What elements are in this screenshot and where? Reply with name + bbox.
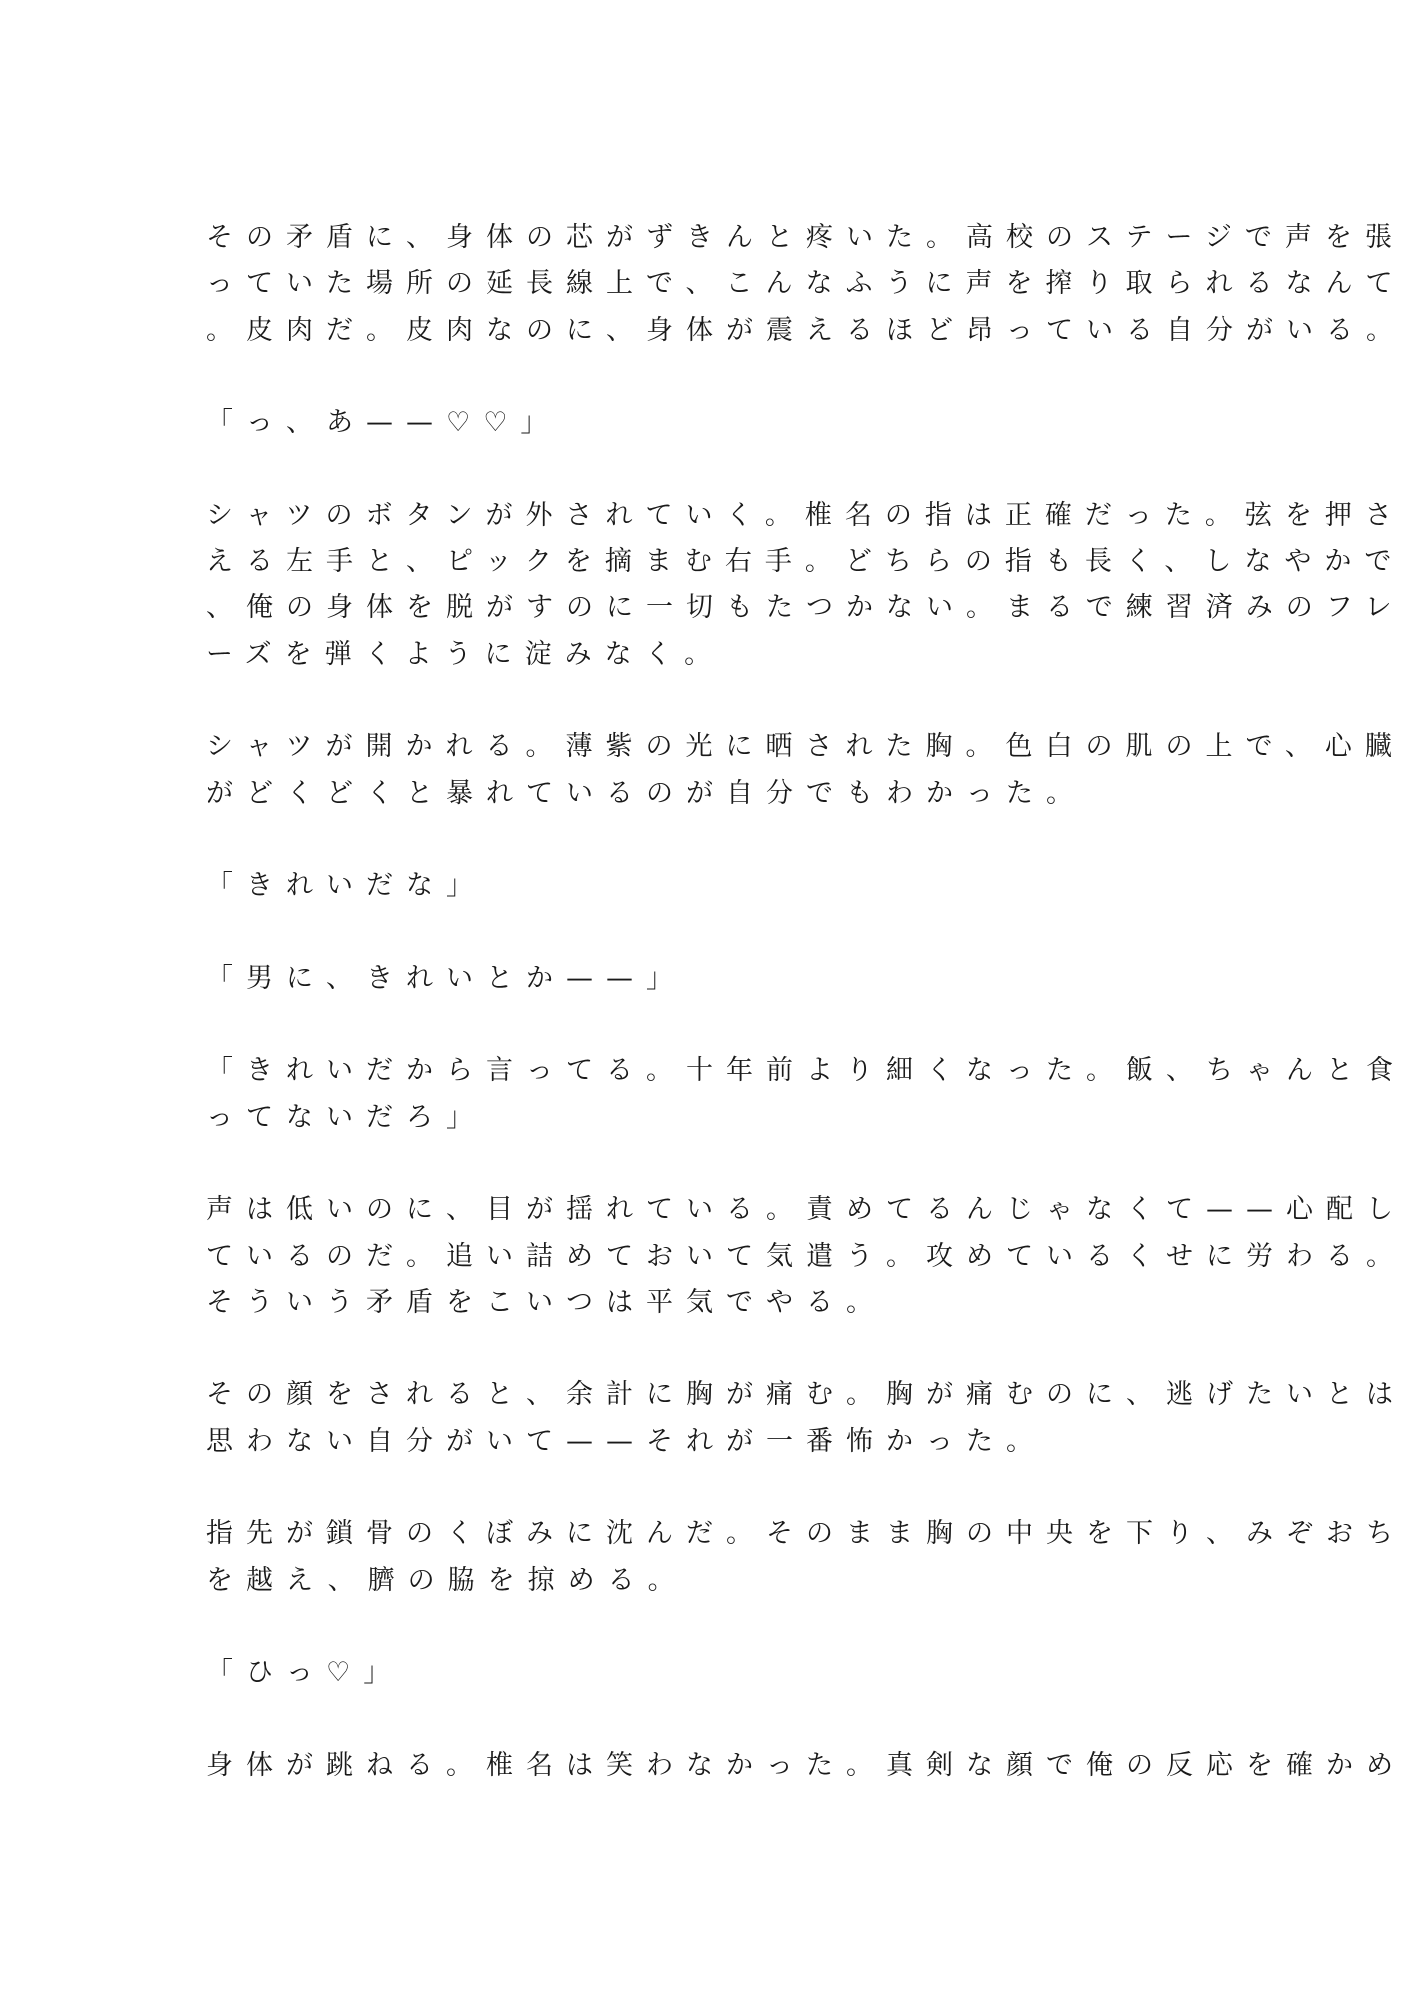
text-line: ているのだ。追い詰めておいて気遣う。攻めているくせに労わる。: [206, 1240, 1406, 1272]
paragraph-gap: [206, 1697, 1206, 1743]
paragraph: [206, 1187, 1406, 1326]
paragraph-gap: [206, 354, 1206, 400]
paragraph: [206, 1372, 1406, 1465]
paragraph: [206, 400, 1206, 446]
text-line: 「きれいだな」: [206, 870, 486, 902]
paragraph: [206, 215, 1406, 354]
paragraph-gap: [206, 1141, 1206, 1187]
text-line: 、俺の身体を脱がすのに一切もたつかない。まるで練習済みのフレ: [206, 592, 1405, 624]
paragraph-gap: [206, 1002, 1206, 1048]
text-line: える左手と、ピックを摘まむ右手。どちらの指も長く、しなやかで: [206, 546, 1405, 578]
paragraph: [206, 863, 1206, 909]
text-line: ーズを弾くように淀みなく。: [206, 638, 725, 670]
text-line: 身体が跳ねる。椎名は笑わなかった。真剣な顔で俺の反応を確かめ: [206, 1749, 1406, 1781]
text-line: その矛盾に、身体の芯がずきんと疼いた。高校のステージで声を張: [206, 222, 1405, 253]
paragraph: [206, 956, 1206, 1002]
text-line: シャツが開かれる。薄紫の光に晒された胸。色白の肌の上で、心臓: [206, 731, 1405, 763]
document-page: [206, 215, 1406, 1789]
paragraph: [206, 1048, 1406, 1141]
text-line: そういう矛盾をこいつは平気でやる。: [206, 1286, 886, 1318]
paragraph-gap: [206, 909, 1206, 955]
text-line: っていた場所の延長線上で、こんなふうに声を搾り取られるなんて: [206, 268, 1406, 300]
text-line: 思わない自分がいて——それが一番怖かった。: [206, 1425, 1046, 1457]
text-line: シャツのボタンが外されていく。椎名の指は正確だった。弦を押さ: [206, 499, 1405, 531]
text-line: 声は低いのに、目が揺れている。責めてるんじゃなくて——心配し: [206, 1194, 1406, 1226]
text-line: 「きれいだから言ってる。十年前より細くなった。飯、ちゃんと食: [206, 1055, 1406, 1087]
paragraph: [206, 1650, 1206, 1696]
text-line: その顔をされると、余計に胸が痛む。胸が痛むのに、逃げたいとは: [206, 1379, 1406, 1411]
paragraph-gap: [206, 678, 1206, 724]
text-line: 「ひっ♡」: [206, 1657, 404, 1689]
text-line: を越え、臍の脇を掠める。: [206, 1564, 688, 1596]
paragraph: [206, 1511, 1406, 1604]
paragraph-gap: [206, 1604, 1206, 1650]
text-line: 指先が鎖骨のくぼみに沈んだ。そのまま胸の中央を下り、みぞおち: [206, 1518, 1406, 1550]
paragraph: [206, 724, 1405, 817]
text-line: 「男に、きれいとか——」: [206, 962, 686, 994]
paragraph: [206, 1743, 1406, 1789]
text-line: 。皮肉だ。皮肉なのに、身体が震えるほど昂っている自分がいる。: [206, 314, 1406, 346]
paragraph-gap: [206, 1465, 1206, 1511]
text-line: がどくどくと暴れているのが自分でもわかった。: [206, 777, 1086, 809]
paragraph-gap: [206, 446, 1206, 492]
text-line: 「っ、あ——♡♡」: [206, 407, 561, 439]
paragraph-gap: [206, 817, 1206, 863]
paragraph: [206, 493, 1405, 678]
paragraph-gap: [206, 1326, 1206, 1372]
text-line: ってないだろ」: [206, 1101, 486, 1133]
